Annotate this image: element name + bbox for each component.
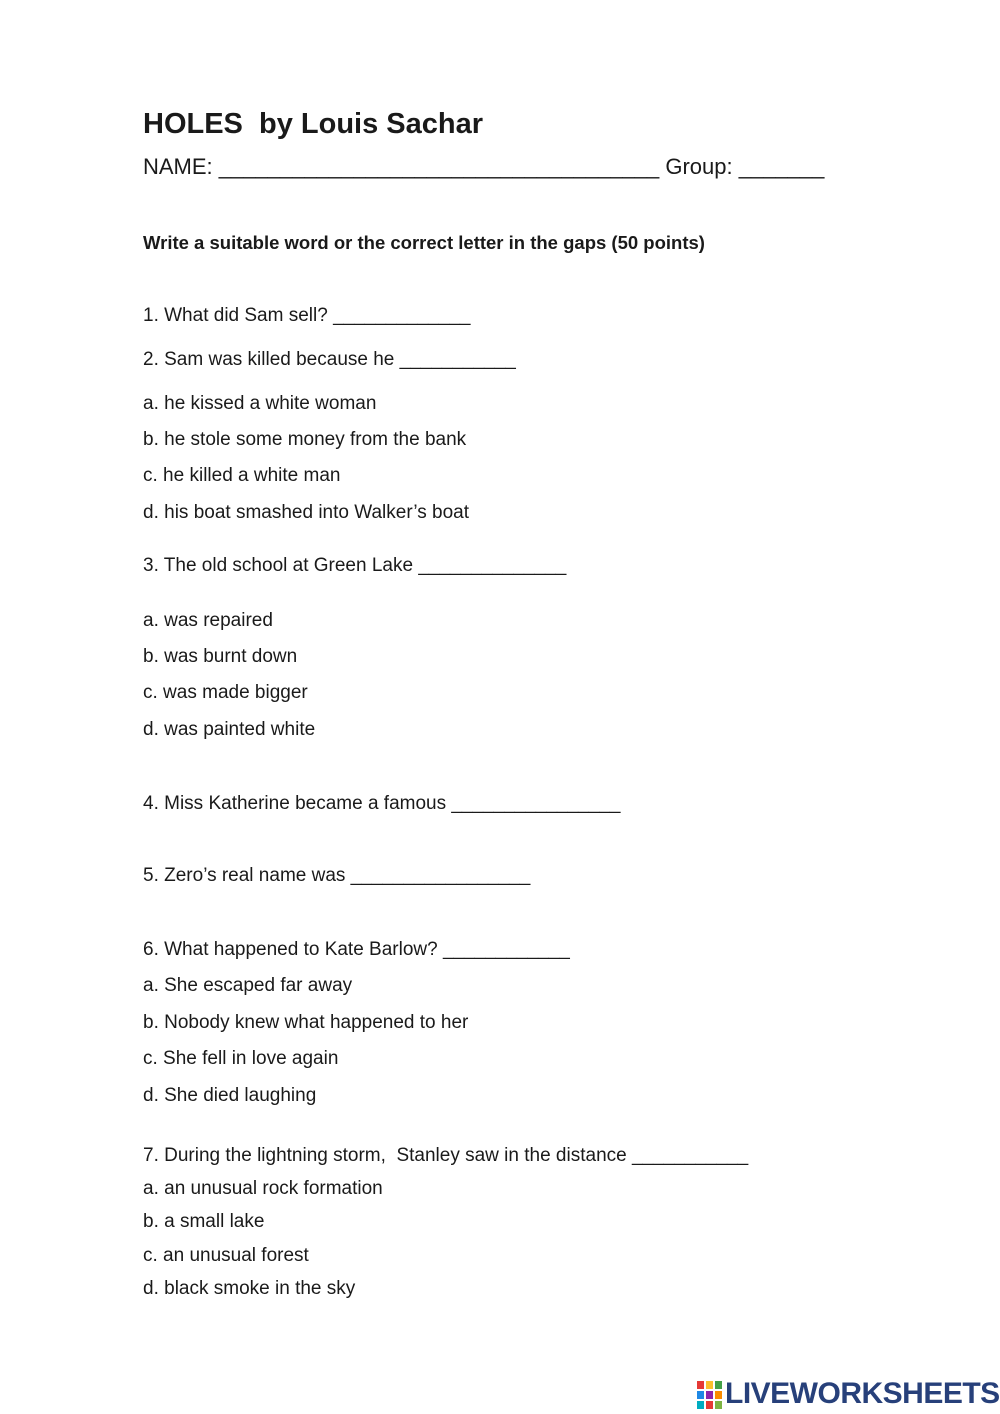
liveworksheets-logo[interactable]	[697, 1374, 1000, 1414]
question-6-option-a: a. She escaped far away	[143, 975, 353, 996]
question-2[interactable]: 2. Sam was killed because he ___________	[143, 349, 516, 370]
worksheet-title: HOLES by Louis Sachar	[143, 108, 484, 140]
name-group-row[interactable]: NAME: ____________________________________ Group: _______	[143, 154, 825, 179]
question-3-option-a: a. was repaired	[143, 610, 273, 631]
question-4[interactable]: 4. Miss Katherine became a famous ________________	[143, 793, 621, 814]
question-7-option-d: d. black smoke in the sky	[143, 1278, 356, 1299]
question-7-option-c: c. an unusual forest	[143, 1245, 309, 1266]
liveworksheets-logo-icon	[697, 1377, 723, 1411]
question-1[interactable]: 1. What did Sam sell? _____________	[143, 305, 471, 326]
question-2-option-a: a. he kissed a white woman	[143, 393, 377, 414]
question-2-option-b: b. he stole some money from the bank	[143, 429, 467, 450]
brand-name: LIVEWORKSHEETS	[725, 1377, 1000, 1410]
instructions: Write a suitable word or the correct letter in the gaps (50 points)	[143, 232, 705, 253]
question-3-option-c: c. was made bigger	[143, 682, 308, 703]
question-7[interactable]: 7. During the lightning storm, Stanley saw in the distance ___________	[143, 1145, 749, 1166]
question-2-option-c: c. he killed a white man	[143, 465, 341, 486]
question-7-option-b: b. a small lake	[143, 1211, 265, 1232]
question-3-option-d: d. was painted white	[143, 719, 316, 740]
question-3[interactable]: 3. The old school at Green Lake ______________	[143, 555, 567, 576]
question-6-option-d: d. She died laughing	[143, 1085, 317, 1106]
question-3-option-b: b. was burnt down	[143, 646, 298, 667]
question-2-option-d: d. his boat smashed into Walker’s boat	[143, 502, 469, 523]
question-6[interactable]: 6. What happened to Kate Barlow? ____________	[143, 939, 570, 960]
question-6-option-b: b. Nobody knew what happened to her	[143, 1012, 469, 1033]
question-7-option-a: a. an unusual rock formation	[143, 1178, 383, 1199]
question-6-option-c: c. She fell in love again	[143, 1048, 339, 1069]
question-5[interactable]: 5. Zero’s real name was _________________	[143, 865, 531, 886]
